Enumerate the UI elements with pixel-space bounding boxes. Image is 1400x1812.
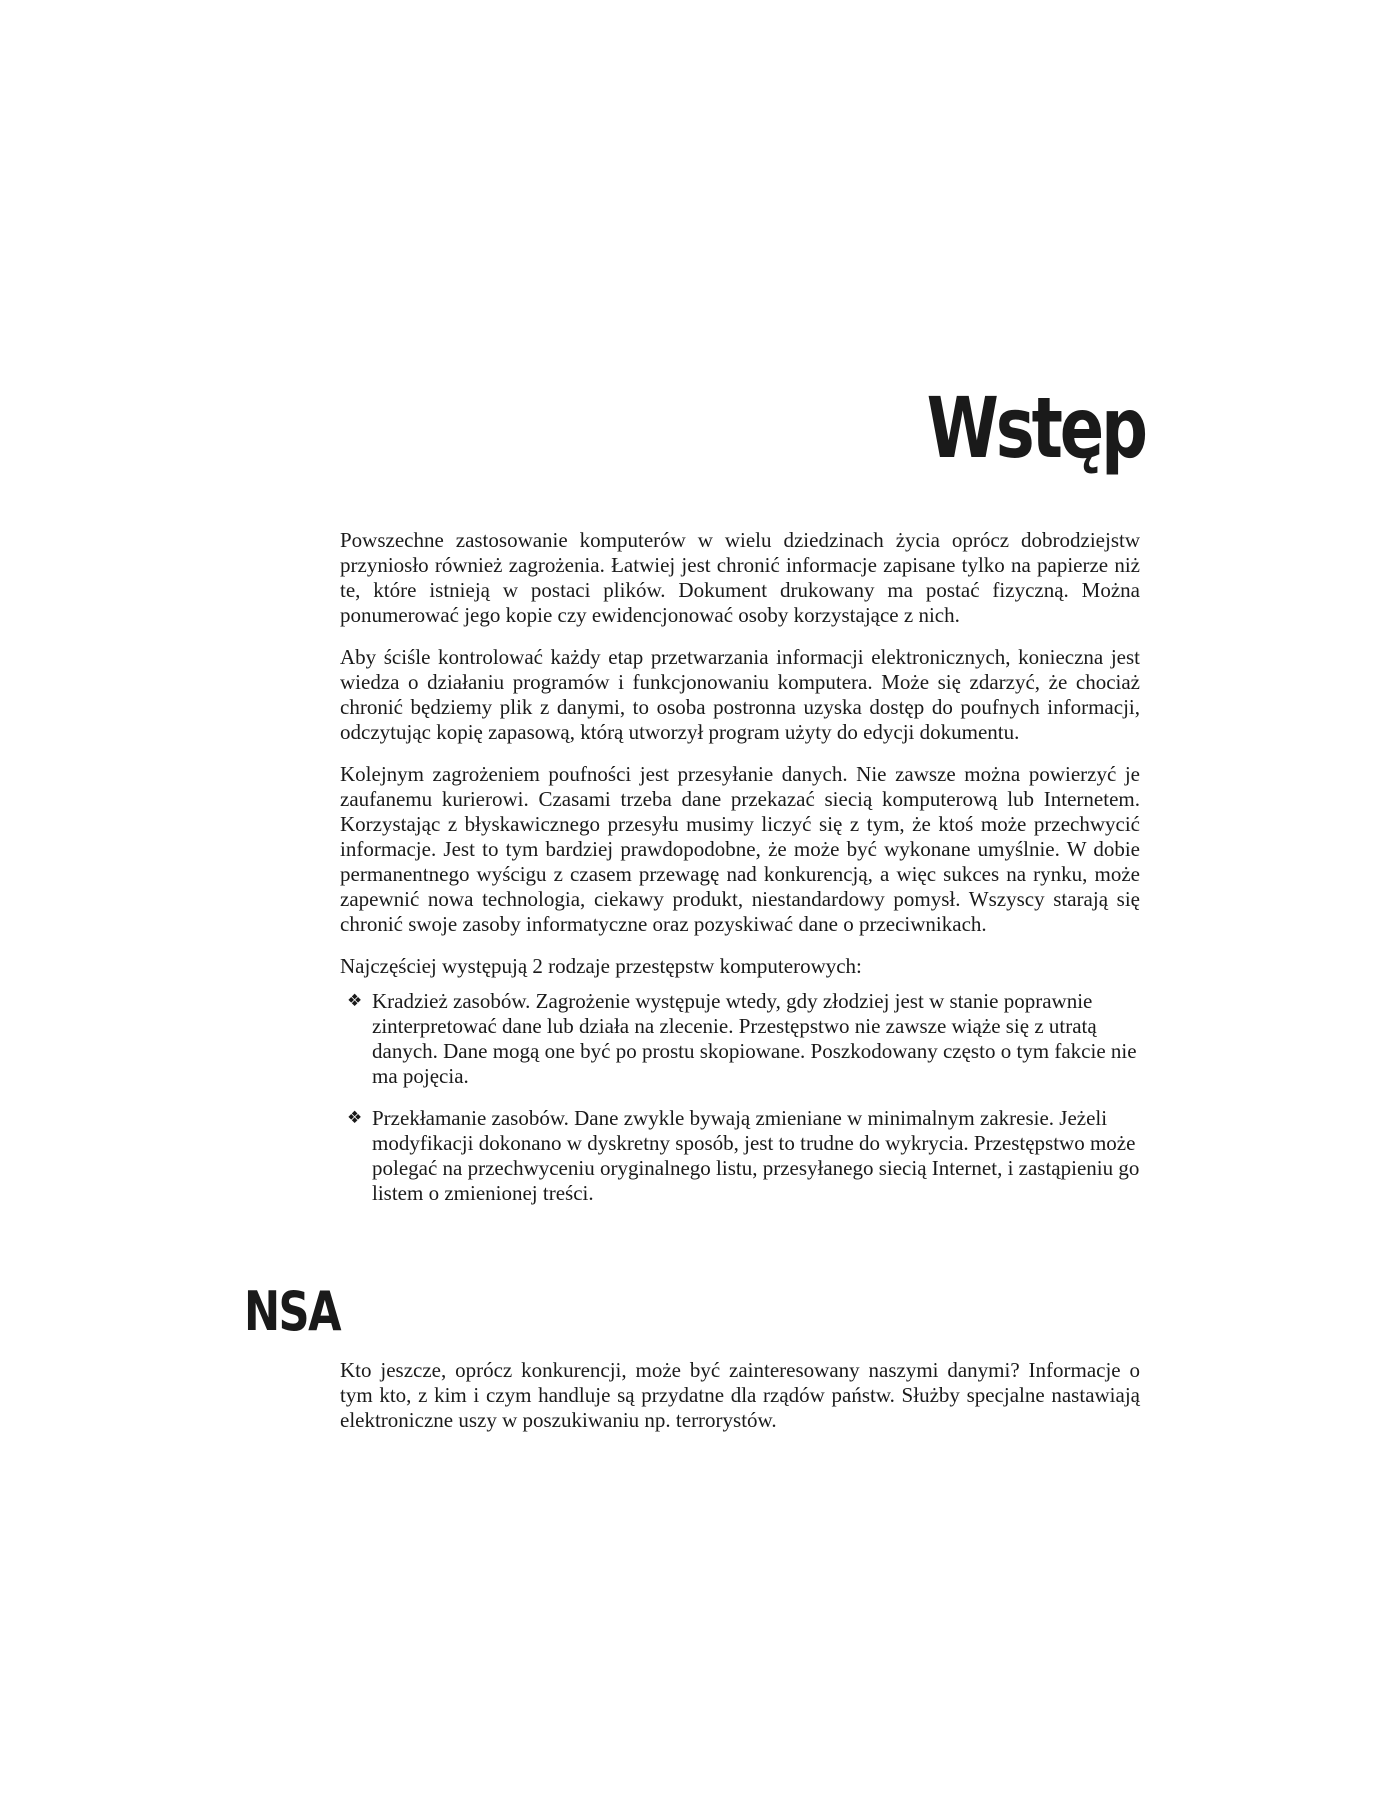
intro-paragraph-1: Powszechne zastosowanie komputerów w wielu dziedzinach życia oprócz dobrodziejstw przyniosło również zagrożenia. Łatwiej jest chronić informacje zapisane tylko na papierze niż te, które istnieją w postaci plików. Dokument drukowany ma postać fizyczną. Można ponumerować jego kopie czy ewidencjonować osoby korzystające z nich. [340,528,1140,627]
list-item-text: Kradzież zasobów. Zagrożenie występuje wtedy, gdy złodziej jest w stanie poprawnie zinterpretować dane lub działa na zlecenie. Przestępstwo nie zawsze wiąże się z utratą danych. Dane mogą one być po prostu skopiowane. Poszkodowany często o tym fakcie nie ma pojęcia. [372,989,1137,1088]
intro-text-block [340,528,1140,1223]
list-item [340,1106,1140,1206]
section-title: NSA [244,1280,340,1343]
intro-paragraph-3: Kolejnym zagrożeniem poufności jest przesyłanie danych. Nie zawsze można powierzyć je zaufanemu kurierowi. Czasami trzeba dane przekazać siecią komputerową lub Internetem. Korzystając z błyskawicznego przesyłu musimy liczyć się z tym, że ktoś może przechwycić informacje. Jest to tym bardziej prawdopodobne, że może być wykonane umyślnie. W dobie permanentnego wyścigu z czasem przewagę nad konkurencją, a więc sukces na rynku, może zapewnić nowa technologia, ciekawy produkt, niestandardowy pomysł. Wszyscy starają się chronić swoje zasoby informatyczne oraz pozyskiwać dane o przeciwnikach. [340,762,1140,936]
diamond-bullet-icon: ❖ [347,991,363,1011]
intro-paragraph-2: Aby ściśle kontrolować każdy etap przetwarzania informacji elektronicznych, konieczna jest wiedza o działaniu programów i funkcjonowaniu komputera. Może się zdarzyć, że chociaż chronić będziemy plik z danymi, to osoba postronna uzyska dostęp do poufnych informacji, odczytując kopię zapasową, którą utworzył program użyty do edycji dokumentu. [340,645,1140,744]
chapter-title: Wstęp [926,379,1145,477]
list-item [340,989,1140,1089]
list-item-text: Przekłamanie zasobów. Dane zwykle bywają zmieniane w minimalnym zakresie. Jeżeli modyfikacji dokonano w dyskretny sposób, jest to trudne do wykrycia. Przestępstwo może polegać na przechwyceniu oryginalnego listu, przesyłanego siecią Internet, i zastąpieniu go listem o zmienionej treści. [372,1106,1140,1205]
nsa-text-block [340,1358,1140,1450]
intro-paragraph-4: Najczęściej występują 2 rodzaje przestępstw komputerowych: [340,954,862,978]
diamond-bullet-icon: ❖ [347,1108,363,1128]
nsa-paragraph-1: Kto jeszcze, oprócz konkurencji, może być zainteresowany naszymi danymi? Informacje o tym kto, z kim i czym handluje są przydatne dla rządów państw. Służby specjalne nastawiają elektroniczne uszy w poszukiwaniu np. terrorystów. [340,1358,1140,1432]
crime-types-list [340,989,1140,1206]
